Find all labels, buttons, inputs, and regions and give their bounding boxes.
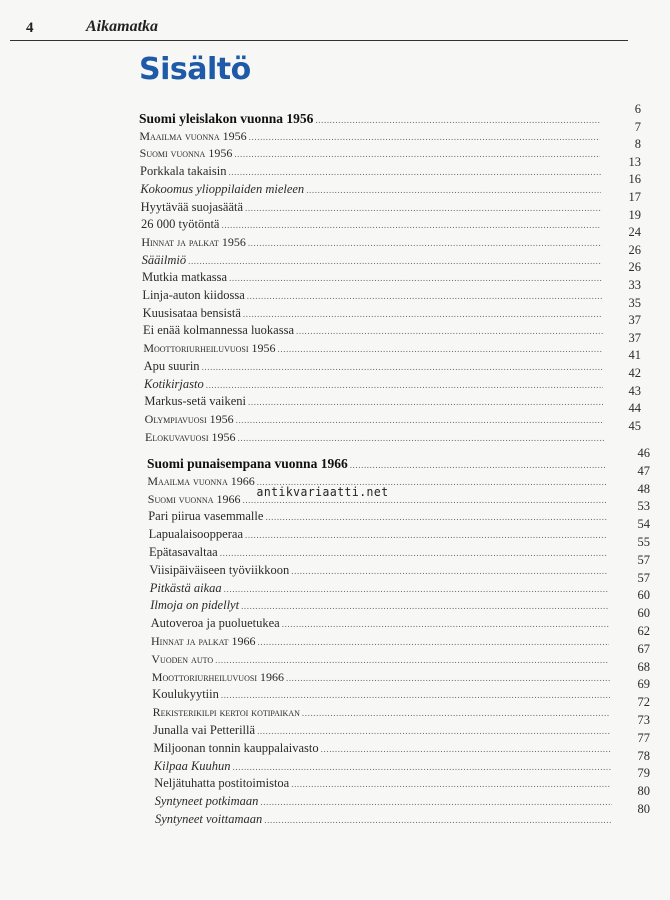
toc-entry-label: Autoveroa ja puoluetukea [150, 616, 280, 631]
toc-page-number: 43 [628, 383, 641, 398]
toc-page-number: 72 [637, 695, 650, 710]
dot-leader [258, 637, 610, 647]
toc-entry-label: Kokoomus ylioppilaiden mieleen [140, 181, 305, 196]
section-title [139, 111, 602, 129]
toc-entry [155, 794, 614, 812]
toc-entry [151, 616, 611, 634]
toc-entry [153, 705, 613, 723]
toc-page-number: 46 [637, 446, 650, 460]
toc-entry-label: Olympiavuosi 1956 [144, 411, 234, 426]
toc-entry [142, 270, 604, 288]
dot-leader [291, 779, 611, 789]
toc-entry [140, 164, 603, 182]
toc-page-number: 6 [634, 102, 641, 116]
dot-leader [282, 619, 609, 629]
toc-page-number: 13 [628, 154, 641, 169]
toc-page-number: 53 [637, 499, 650, 514]
dot-leader [234, 149, 600, 159]
dot-leader [228, 167, 600, 177]
toc-entry-label: Ei enää kolmannessa luokassa [143, 323, 294, 338]
toc-entry-label: Linja-auton kiidossa [142, 288, 245, 302]
dot-leader [278, 344, 603, 354]
toc-entry-label: Suomi punaisempana vuonna 1966 [147, 456, 348, 471]
toc-entry [142, 253, 604, 271]
toc-page-number: 37 [628, 313, 641, 328]
toc-page-number: 17 [628, 190, 641, 204]
toc-page-number: 26 [628, 242, 641, 257]
dot-leader [221, 690, 610, 700]
toc-entry [141, 200, 603, 218]
toc-entry-label: Moottoriurheiluvuosi 1966 [151, 669, 284, 684]
toc-entry-label: Kotikirjasto [144, 376, 204, 391]
dot-leader [188, 256, 602, 266]
toc-entry-label: Lapualaisoopperaa [148, 527, 243, 542]
toc-entry-label: Porkkala takaisin [140, 164, 227, 179]
toc-entry [149, 563, 609, 581]
toc-entry-label: Markus-setä vaikeni [144, 394, 247, 409]
toc-page-number: 45 [628, 418, 641, 433]
toc-entry-label: Pitkästä aikaa [149, 580, 222, 595]
dot-leader [264, 815, 612, 825]
toc-page-number: 68 [637, 659, 650, 674]
toc-page-number: 69 [637, 677, 650, 692]
toc-entry [152, 687, 612, 705]
dot-leader [306, 185, 601, 195]
toc-page-number: 44 [628, 401, 641, 416]
dot-leader [286, 673, 610, 683]
toc-page-number: 47 [637, 463, 650, 478]
toc-entry [150, 598, 610, 616]
toc-entry [154, 759, 613, 777]
dot-leader [243, 309, 603, 319]
toc-entry [153, 741, 612, 759]
toc-entry-label: Kuusisataa bensistä [142, 305, 241, 320]
dot-leader [245, 530, 607, 540]
dot-leader [221, 220, 601, 230]
dot-leader [206, 380, 604, 390]
toc-entry [149, 545, 610, 563]
toc-page-number: 24 [628, 225, 641, 240]
toc-page-number: 7 [634, 119, 641, 134]
toc-entry [150, 581, 610, 599]
toc-entry [142, 288, 604, 306]
dot-leader [236, 415, 604, 425]
toc-page-number: 19 [628, 207, 641, 222]
running-title: Aikamatka [86, 18, 159, 35]
toc-entry-label: Ilmoja on pidellyt [150, 598, 240, 613]
toc-entry [143, 341, 605, 359]
watermark: antikvariaatti.net [256, 485, 389, 499]
toc-page-number: 26 [628, 260, 641, 275]
toc-entry [140, 146, 603, 164]
toc-entry-label: Hyytävää suojasäätä [140, 199, 244, 214]
dot-leader [229, 273, 602, 283]
toc-entry [148, 509, 609, 527]
toc-entry [153, 723, 613, 741]
toc-entry-label: Pari piirua vasemmalle [148, 509, 264, 524]
toc-page-number: 60 [637, 588, 650, 603]
dot-leader [220, 548, 608, 558]
dot-leader [296, 326, 603, 336]
dot-leader [248, 397, 604, 407]
dot-leader [224, 584, 608, 594]
toc-entry-label: Neljätuhatta postitoimistoa [154, 776, 290, 791]
toc-entry [152, 670, 612, 688]
dot-leader [249, 132, 601, 142]
toc-entry [141, 235, 603, 253]
dot-leader [248, 238, 602, 248]
dot-leader [238, 433, 605, 443]
dot-leader [241, 601, 608, 611]
dot-leader [245, 203, 601, 213]
toc-entry-label: 26 000 työtöntä [141, 217, 220, 232]
dot-leader [315, 115, 600, 125]
toc-entry [154, 776, 613, 794]
toc-entry-label: Maailma vuonna 1966 [147, 473, 255, 488]
dot-leader [350, 460, 606, 470]
toc-page-number: 78 [637, 748, 650, 763]
toc-entry-label: Maailma vuonna 1956 [139, 128, 247, 143]
dot-leader [247, 291, 602, 301]
toc-entry-label: Koulukyytiin [152, 687, 219, 702]
page-number: 4 [26, 20, 34, 36]
toc-entry [143, 306, 605, 324]
toc-page-number: 42 [628, 366, 641, 380]
toc-page-number: 35 [628, 295, 641, 310]
toc-entry-label: Rekisterikilpi kertoi kotipaikan [152, 705, 300, 720]
toc-entry-label: Viisipäiväiseen työviikkoon [149, 562, 290, 577]
toc-entry [151, 634, 611, 652]
toc-entry [140, 182, 603, 200]
toc-page-number: 62 [637, 624, 650, 638]
toc-entry-label: Syntyneet potkimaan [154, 794, 259, 809]
dot-leader [321, 744, 611, 754]
toc-page-number: 16 [628, 172, 641, 187]
toc-entry [155, 812, 614, 830]
toc-entry-label: Syntyneet voittamaan [155, 812, 263, 826]
dot-leader [257, 726, 610, 736]
toc-page-number: 8 [634, 137, 641, 152]
toc-entry-label: Epätasavaltaa [149, 545, 218, 559]
toc-page-number: 77 [637, 730, 650, 745]
section-title [147, 456, 608, 474]
dot-leader [215, 655, 609, 665]
toc-entry-label: Sääilmiö [141, 252, 187, 267]
toc-page-number: 57 [637, 552, 650, 567]
toc-page-number: 41 [628, 348, 641, 363]
toc-entry [143, 323, 605, 341]
toc-entry-label: Miljoonan tonnin kauppalaivasto [153, 740, 319, 755]
toc-entry-label: Vuoden auto [151, 651, 214, 666]
toc-page-number: 79 [637, 766, 650, 781]
page-title: Sisältö [139, 52, 251, 87]
toc-page-number: 67 [637, 641, 650, 656]
dot-leader [291, 566, 608, 576]
toc-entry-label: Hinnat ja palkat 1966 [151, 634, 256, 648]
toc-page-number: 48 [637, 481, 650, 496]
toc-page-number: 33 [628, 278, 641, 292]
dot-leader [202, 362, 604, 372]
toc-entry [151, 652, 611, 670]
toc-page-number: 80 [637, 802, 650, 816]
toc-entry [144, 394, 605, 412]
toc-page-number: 37 [628, 330, 641, 345]
toc-entry [145, 430, 606, 448]
toc-page-number: 54 [637, 517, 650, 532]
toc-entry-label: Mutkia matkassa [142, 270, 228, 285]
dot-leader [302, 708, 610, 718]
toc-entry-label: Suomi yleislakon vuonna 1956 [139, 111, 314, 126]
toc-entry-label: Suomi vuonna 1966 [147, 491, 241, 506]
toc-entry [149, 527, 610, 545]
toc-page-number: 55 [637, 535, 650, 549]
toc-entry [139, 129, 602, 147]
toc-entry-label: Kilpaa Kuuhun [153, 758, 231, 773]
toc-page-number: 73 [637, 713, 650, 727]
toc-entry [144, 359, 605, 377]
toc-entry-label: Elokuvavuosi 1956 [145, 429, 236, 444]
toc-entry [144, 377, 605, 395]
toc-page-number: 80 [637, 784, 650, 799]
toc-page-number: 60 [637, 606, 650, 621]
toc-entry-label: Junalla vai Petterillä [153, 723, 256, 737]
dot-leader [233, 762, 612, 772]
toc-entry [145, 412, 606, 430]
dot-leader [260, 797, 611, 807]
toc-page-number: 57 [637, 570, 650, 585]
toc-entry [141, 217, 603, 235]
toc-entry-label: Apu suurin [143, 358, 200, 373]
toc-entry-label: Hinnat ja palkat 1956 [141, 234, 246, 249]
dot-leader [265, 512, 606, 522]
toc-entry-label: Suomi vuonna 1956 [139, 146, 233, 161]
toc-entry-label: Moottoriurheiluvuosi 1956 [143, 341, 276, 356]
